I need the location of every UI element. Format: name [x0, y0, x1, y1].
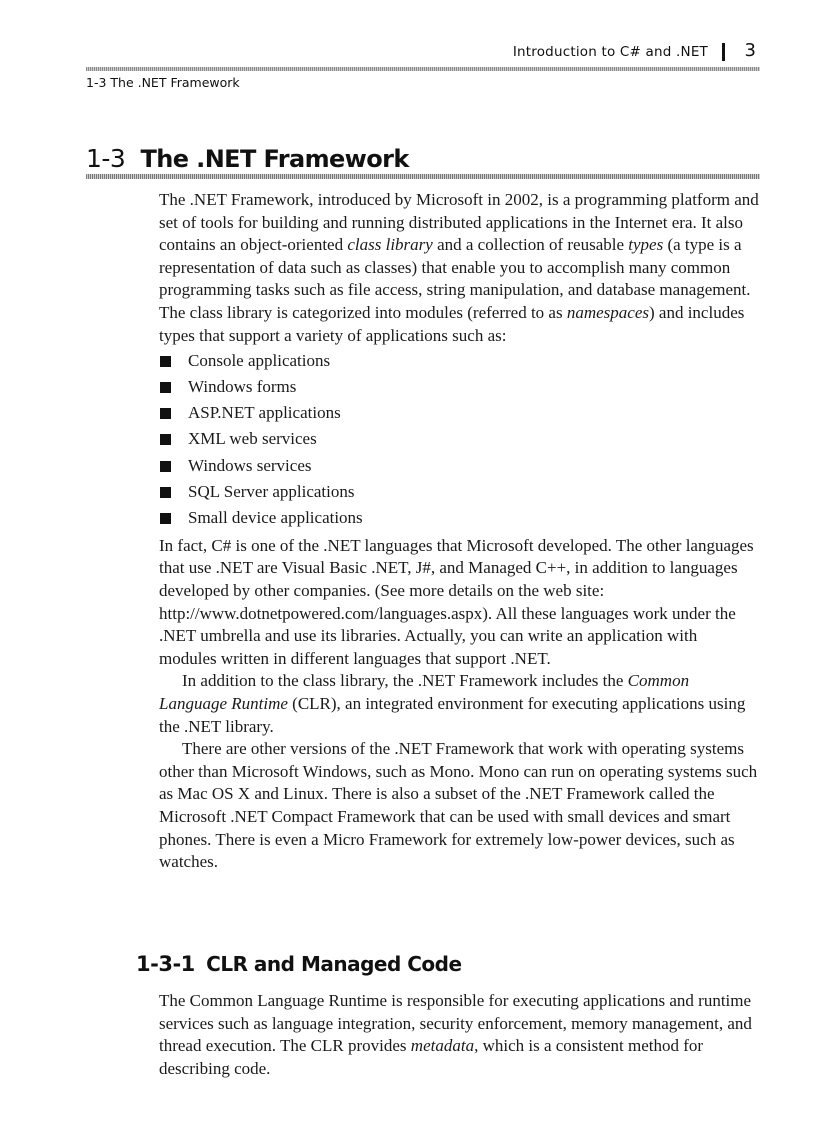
section-body: [159, 189, 759, 874]
bullet-square-icon: [160, 382, 171, 393]
term-types: types: [628, 235, 664, 255]
list-item: SQL Server applications: [159, 479, 759, 505]
section-title: The .NET Framework: [140, 145, 409, 173]
section-number: 1-3: [86, 144, 126, 173]
paragraph-clr-description: The Common Language Runtime is responsible for executing applications and runtime services such as language integration, security enforcement, memory management, and thread execution. The CLR provides metadata, which is a consistent method for describing code.: [159, 991, 752, 1078]
running-head-rule: [86, 67, 760, 71]
list-item: ASP.NET applications: [159, 400, 759, 426]
paragraph-clr-intro: In addition to the class library, the .NET Framework includes the Common Language Runtime (CLR), an integrated environment for executing applications using the .NET library.: [159, 671, 746, 736]
subsection-title: CLR and Managed Code: [206, 952, 462, 976]
bullet-square-icon: [160, 434, 171, 445]
list-item: Windows services: [159, 453, 759, 479]
bullet-square-icon: [160, 513, 171, 524]
application-types-list: [159, 348, 759, 531]
term-namespaces: namespaces: [566, 302, 649, 322]
subsection-body: [159, 990, 759, 1080]
paragraph-other-versions: There are other versions of the .NET Framework that work with operating systems other than Microsoft Windows, such as Mono. Mono can run on operating systems such as Mac OS X and Linux. There is also a subset of the .NET Framework called the Microsoft .NET Compact Framework that can be used with small devices and smart phones. There is even a Micro Framework for extremely low-power devices, such as watches.: [159, 739, 758, 872]
section-heading-rule: [86, 174, 760, 179]
section-heading: [86, 140, 409, 175]
bullet-square-icon: [160, 408, 171, 419]
term-class-library: class library: [347, 235, 433, 255]
page-number: 3: [744, 40, 756, 61]
running-head: [86, 38, 758, 68]
subsection-number: 1-3-1: [136, 952, 195, 976]
running-head-title: Introduction to C# and .NET: [512, 44, 708, 60]
subsection-heading: [136, 948, 462, 979]
list-item: Windows forms: [159, 374, 759, 400]
bullet-square-icon: [160, 487, 171, 498]
bullet-square-icon: [160, 461, 171, 472]
term-common-language-runtime: Common Language Runtime: [159, 671, 690, 713]
running-section-label: 1-3 The .NET Framework: [86, 75, 240, 90]
list-item: XML web services: [159, 426, 759, 452]
list-item: Console applications: [159, 348, 759, 374]
running-head-separator: [722, 43, 725, 61]
bullet-square-icon: [160, 356, 171, 367]
term-metadata: metadata: [410, 1036, 475, 1056]
intro-paragraph: The .NET Framework, introduced by Microsoft in 2002, is a programming platform and set of tools for building and running distributed applications in the Internet era. It also contains an object-oriented class library and a collection of reusable types (a type is a representation of data such as classes) that enable you to accomplish many common programming tasks such as file access, string manipulation, and database management. The class library is categorized into modules (referred to as namespaces) and includes types that support a variety of applications such as:: [159, 190, 759, 345]
paragraph-dotnet-languages: In fact, C# is one of the .NET languages that Microsoft developed. The other languages that use .NET are Visual Basic .NET, J#, and Managed C++, in addition to languages developed by other companies. (See more details on the web site: http://www.dotnetpowered.com/languages.aspx). All these languages work under the .NET umbrella and use its libraries. Actually, you can write an application with modules written in different languages that support .NET.: [159, 535, 754, 668]
list-item: Small device applications: [159, 505, 759, 531]
